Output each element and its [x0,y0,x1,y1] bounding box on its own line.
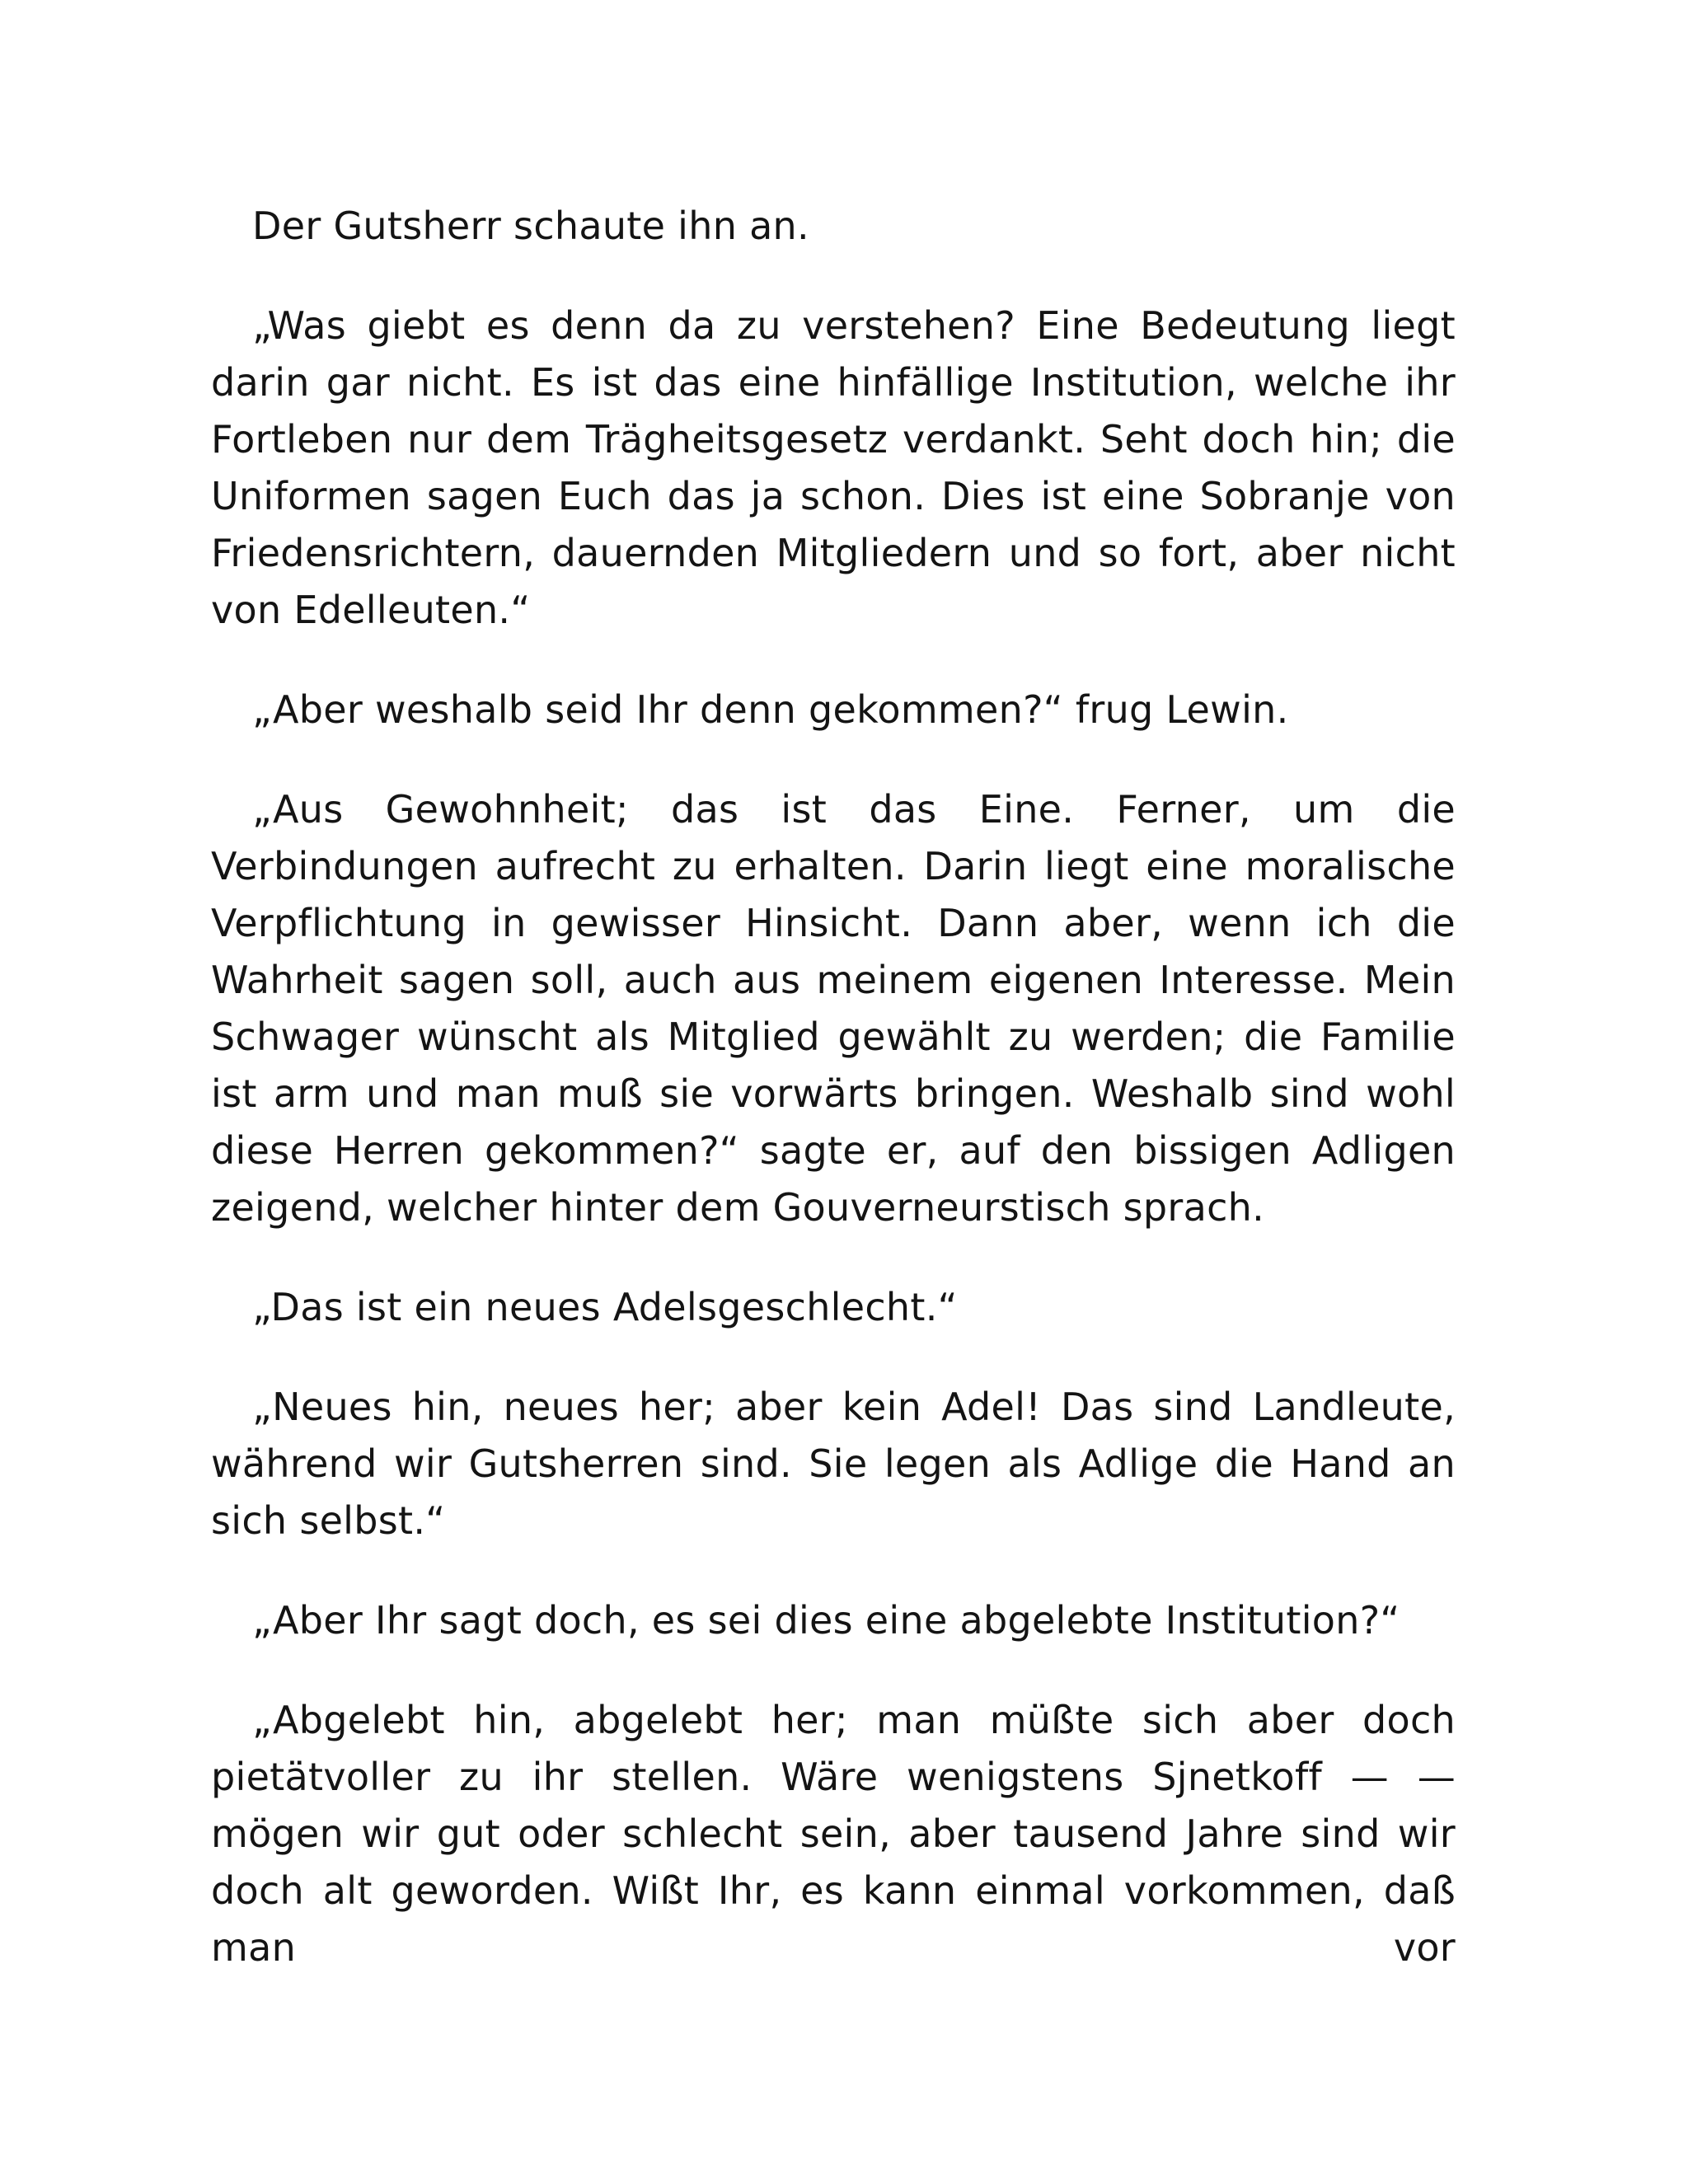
paragraph: „Abgelebt hin, abgelebt her; man müßte sich aber doch pietätvoller zu ihr stellen. Wäre wenigstens Sjnetkoff — — mögen wir gut oder schlecht sein, aber tausend Jahre sind wir doch alt geworden. Wißt Ihr, es kann einmal vorkommen, daß man vor [211,1698,1456,1970]
paragraph: „Was giebt es denn da zu verstehen? Eine Bedeutung liegt darin gar nicht. Es ist das eine hinfällige Institution, welche ihr Fortleben nur dem Trägheitsgesetz verdankt. Seht doch hin; die Uniformen sagen Euch das ja schon. Dies ist eine Sobranje von Friedensrichtern, dauernden Mitgliedern und so fort, aber nicht von Edelleuten.“ [211,303,1456,632]
paragraph: „Das ist ein neues Adelsgeschlecht.“ [252,1285,958,1329]
paragraph: „Aber weshalb seid Ihr denn gekommen?“ frug Lewin. [252,687,1289,732]
paragraph: „Neues hin, neues her; aber kein Adel! Das sind Landleute, während wir Gutsherren sind. Sie legen als Adlige die Hand an sich selbst.“ [211,1385,1456,1543]
paragraph: „Aber Ihr sagt doch, es sei dies eine abgelebte Institution?“ [252,1598,1400,1643]
paragraph: „Aus Gewohnheit; das ist das Eine. Ferner, um die Verbindungen aufrecht zu erhalten. Darin liegt eine moralische Verpflichtung in gewisser Hinsicht. Dann aber, wenn ich die Wahrheit sagen soll, auch aus meinem eigenen Interesse. Mein Schwager wünscht als Mitglied gewählt zu werden; die Familie ist arm und man muß sie vorwärts bringen. Weshalb sind wohl diese Herren gekommen?“ sagte er, auf den bissigen Adligen zeigend, welcher hinter dem Gouverneurstisch sprach. [211,787,1456,1230]
page-body [211,198,1456,1976]
paragraph: Der Gutsherr schaute ihn an. [252,204,809,248]
